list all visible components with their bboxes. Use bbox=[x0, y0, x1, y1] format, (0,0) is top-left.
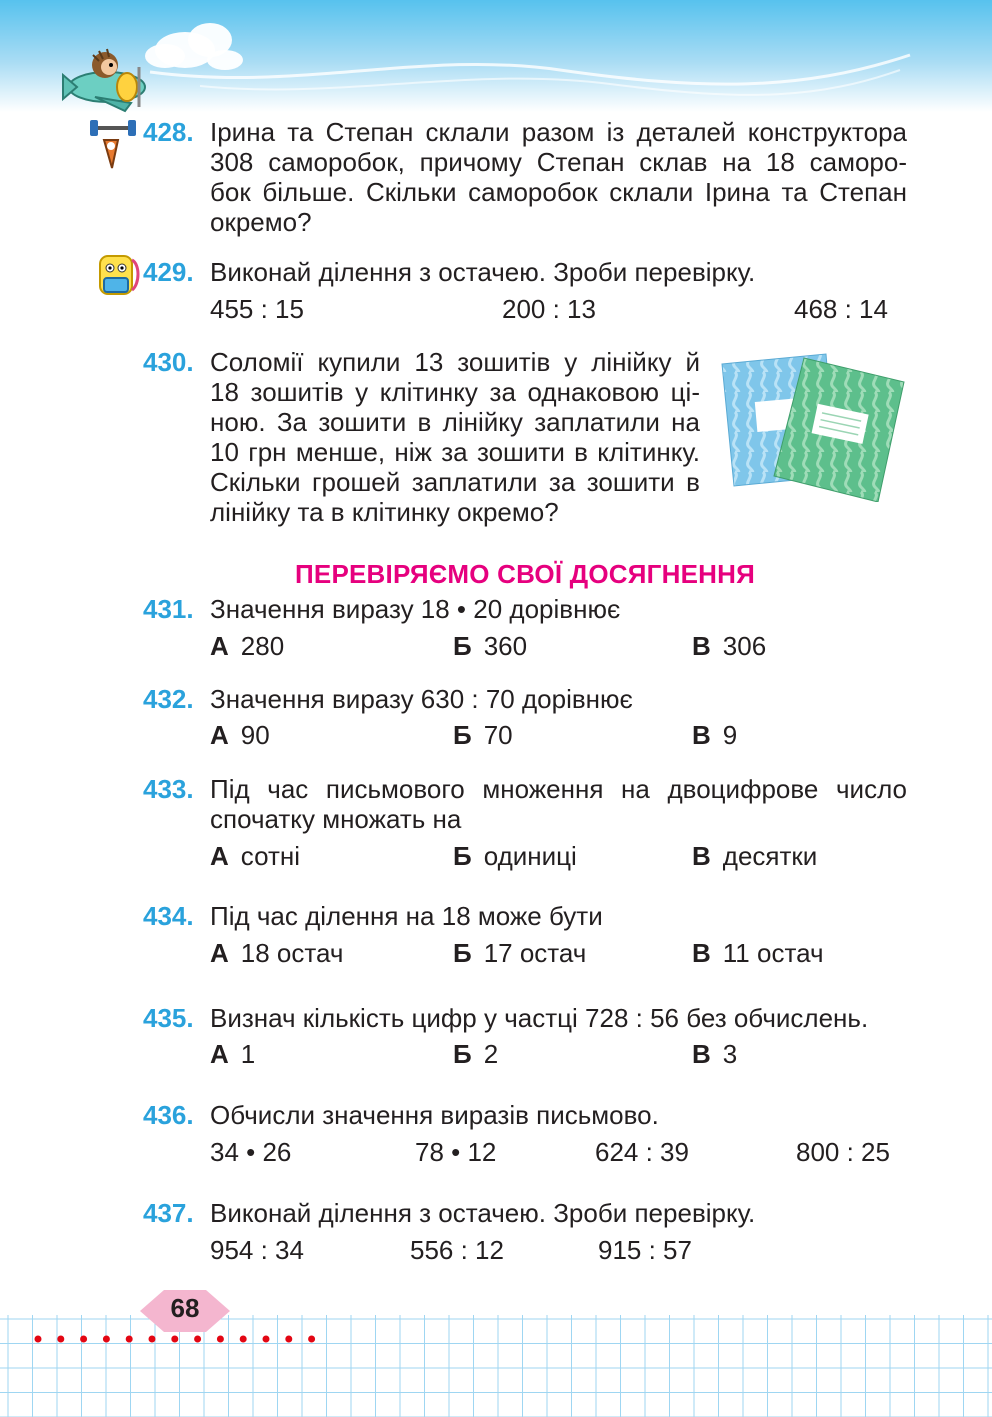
backpack-icon bbox=[92, 250, 142, 298]
page-number: 68 bbox=[170, 1293, 200, 1323]
option-letter: А bbox=[210, 631, 229, 661]
red-dot bbox=[240, 1336, 247, 1343]
task-437-expr: 954 : 34 bbox=[210, 1235, 304, 1265]
option-value: 9 bbox=[722, 720, 738, 750]
red-dot bbox=[57, 1336, 64, 1343]
option-value: 90 bbox=[240, 720, 270, 750]
option-letter: А bbox=[210, 720, 229, 750]
task-433-line: спочатку множать на bbox=[210, 804, 462, 834]
task-430-line: ною. За зошити в лінійку заплатили на bbox=[210, 407, 700, 437]
option-value: сотні bbox=[240, 841, 301, 871]
task-436-expr: 78 • 12 bbox=[415, 1137, 497, 1167]
red-dot bbox=[80, 1336, 87, 1343]
task-432-option-a bbox=[210, 720, 270, 750]
task-431-option-a bbox=[210, 631, 284, 661]
task-430-line: Скільки грошей заплатили за зошити в bbox=[210, 467, 700, 497]
task-431-number: 431. bbox=[143, 594, 194, 624]
task-430-number: 430. bbox=[143, 347, 194, 377]
task-430-line: лінійку та в клітинку окремо? bbox=[210, 497, 559, 527]
task-428-line: 308 саморобок, причому Степан склав на 18 саморо- bbox=[210, 147, 907, 177]
task-436-expr: 624 : 39 bbox=[595, 1137, 689, 1167]
option-value: 11 остач bbox=[722, 938, 824, 968]
red-dot bbox=[263, 1336, 270, 1343]
task-437-expr: 556 : 12 bbox=[410, 1235, 504, 1265]
task-431-option-b bbox=[453, 631, 527, 661]
option-value: 1 bbox=[240, 1039, 256, 1069]
option-value: 360 bbox=[483, 631, 528, 661]
task-429-expr: 455 : 15 bbox=[210, 294, 304, 324]
option-letter: В bbox=[692, 938, 711, 968]
task-436-expr: 34 • 26 bbox=[210, 1137, 292, 1167]
task-430-text bbox=[210, 347, 700, 527]
option-letter: Б bbox=[453, 720, 472, 750]
option-letter: А bbox=[210, 1039, 229, 1069]
option-value: одиниці bbox=[483, 841, 577, 871]
task-432-number: 432. bbox=[143, 684, 194, 714]
task-428-text bbox=[210, 117, 907, 237]
task-437-number: 437. bbox=[143, 1198, 194, 1228]
task-433-line: Під час письмового множення на двоцифрове число bbox=[210, 774, 907, 804]
notebooks-illustration bbox=[718, 352, 908, 502]
task-428-line: Ірина та Степан склали разом із деталей конструктора bbox=[210, 117, 907, 147]
option-value: 280 bbox=[240, 631, 285, 661]
task-430-line: Соломії купили 13 зошитів у лінійку й bbox=[210, 347, 700, 377]
option-letter: Б bbox=[453, 631, 472, 661]
airplane-hedgehog-icon bbox=[55, 45, 155, 113]
red-dot bbox=[126, 1336, 133, 1343]
task-435-option-c bbox=[692, 1039, 737, 1069]
task-434-option-b bbox=[453, 938, 586, 968]
red-dot bbox=[285, 1336, 292, 1343]
task-434-number: 434. bbox=[143, 901, 194, 931]
task-433-option-b bbox=[453, 841, 577, 871]
task-434-option-c bbox=[692, 938, 824, 968]
section-heading: ПЕРЕВІРЯЄМО СВОЇ ДОСЯГНЕННЯ bbox=[295, 559, 755, 589]
red-dot bbox=[217, 1336, 224, 1343]
task-435-option-b bbox=[453, 1039, 498, 1069]
task-435-number: 435. bbox=[143, 1003, 194, 1033]
task-433-number: 433. bbox=[143, 774, 194, 804]
task-429-expr: 200 : 13 bbox=[502, 294, 596, 324]
red-dot bbox=[35, 1336, 42, 1343]
option-letter: Б bbox=[453, 841, 472, 871]
option-letter: А bbox=[210, 938, 229, 968]
task-435-text: Визнач кількість цифр у частці 728 : 56 без обчислень. bbox=[210, 1003, 869, 1033]
red-dot bbox=[171, 1336, 178, 1343]
task-433-option-a bbox=[210, 841, 300, 871]
task-434-text: Під час ділення на 18 може бути bbox=[210, 901, 603, 931]
option-value: 3 bbox=[722, 1039, 738, 1069]
task-428-line: окремо? bbox=[210, 207, 312, 237]
task-431-option-c bbox=[692, 631, 766, 661]
option-letter: В bbox=[692, 720, 711, 750]
option-value: 70 bbox=[483, 720, 513, 750]
task-436-text: Обчисли значення виразів письмово. bbox=[210, 1100, 659, 1130]
task-435-option-a bbox=[210, 1039, 255, 1069]
option-value: 306 bbox=[722, 631, 767, 661]
dumbbell-icon bbox=[88, 120, 138, 172]
task-431-text: Значення виразу 18 • 20 дорівнює bbox=[210, 594, 621, 624]
red-dot bbox=[194, 1336, 201, 1343]
option-letter: В bbox=[692, 631, 711, 661]
option-value: десятки bbox=[722, 841, 818, 871]
red-dot bbox=[103, 1336, 110, 1343]
red-dot bbox=[149, 1336, 156, 1343]
red-dot bbox=[308, 1336, 315, 1343]
task-429-number: 429. bbox=[143, 257, 194, 287]
option-letter: А bbox=[210, 841, 229, 871]
task-432-option-c bbox=[692, 720, 737, 750]
option-letter: Б bbox=[453, 938, 472, 968]
option-letter: В bbox=[692, 1039, 711, 1069]
task-436-number: 436. bbox=[143, 1100, 194, 1130]
option-value: 18 остач bbox=[240, 938, 344, 968]
task-430-line: 10 грн менше, ніж за зошити в клітинку. bbox=[210, 437, 700, 467]
option-value: 2 bbox=[483, 1039, 499, 1069]
task-432-text: Значення виразу 630 : 70 дорівнює bbox=[210, 684, 633, 714]
option-letter: Б bbox=[453, 1039, 472, 1069]
task-432-option-b bbox=[453, 720, 513, 750]
task-436-expr: 800 : 25 bbox=[796, 1137, 890, 1167]
task-437-text: Виконай ділення з остачею. Зроби перевірку. bbox=[210, 1198, 756, 1228]
task-433-option-c bbox=[692, 841, 817, 871]
task-437-expr: 915 : 57 bbox=[598, 1235, 692, 1265]
task-434-option-a bbox=[210, 938, 343, 968]
task-428-line: бок більше. Скільки саморобок склали Ірина та Степан bbox=[210, 177, 907, 207]
option-letter: В bbox=[692, 841, 711, 871]
task-428-number: 428. bbox=[143, 117, 194, 147]
task-433-text bbox=[210, 774, 907, 834]
task-430-line: 18 зошитів у клітинку за однаковою ці- bbox=[210, 377, 700, 407]
option-value: 17 остач bbox=[483, 938, 587, 968]
task-429-expr: 468 : 14 bbox=[794, 294, 888, 324]
cloud-icon bbox=[145, 23, 243, 70]
task-429-text: Виконай ділення з остачею. Зроби перевірку. bbox=[210, 257, 756, 287]
